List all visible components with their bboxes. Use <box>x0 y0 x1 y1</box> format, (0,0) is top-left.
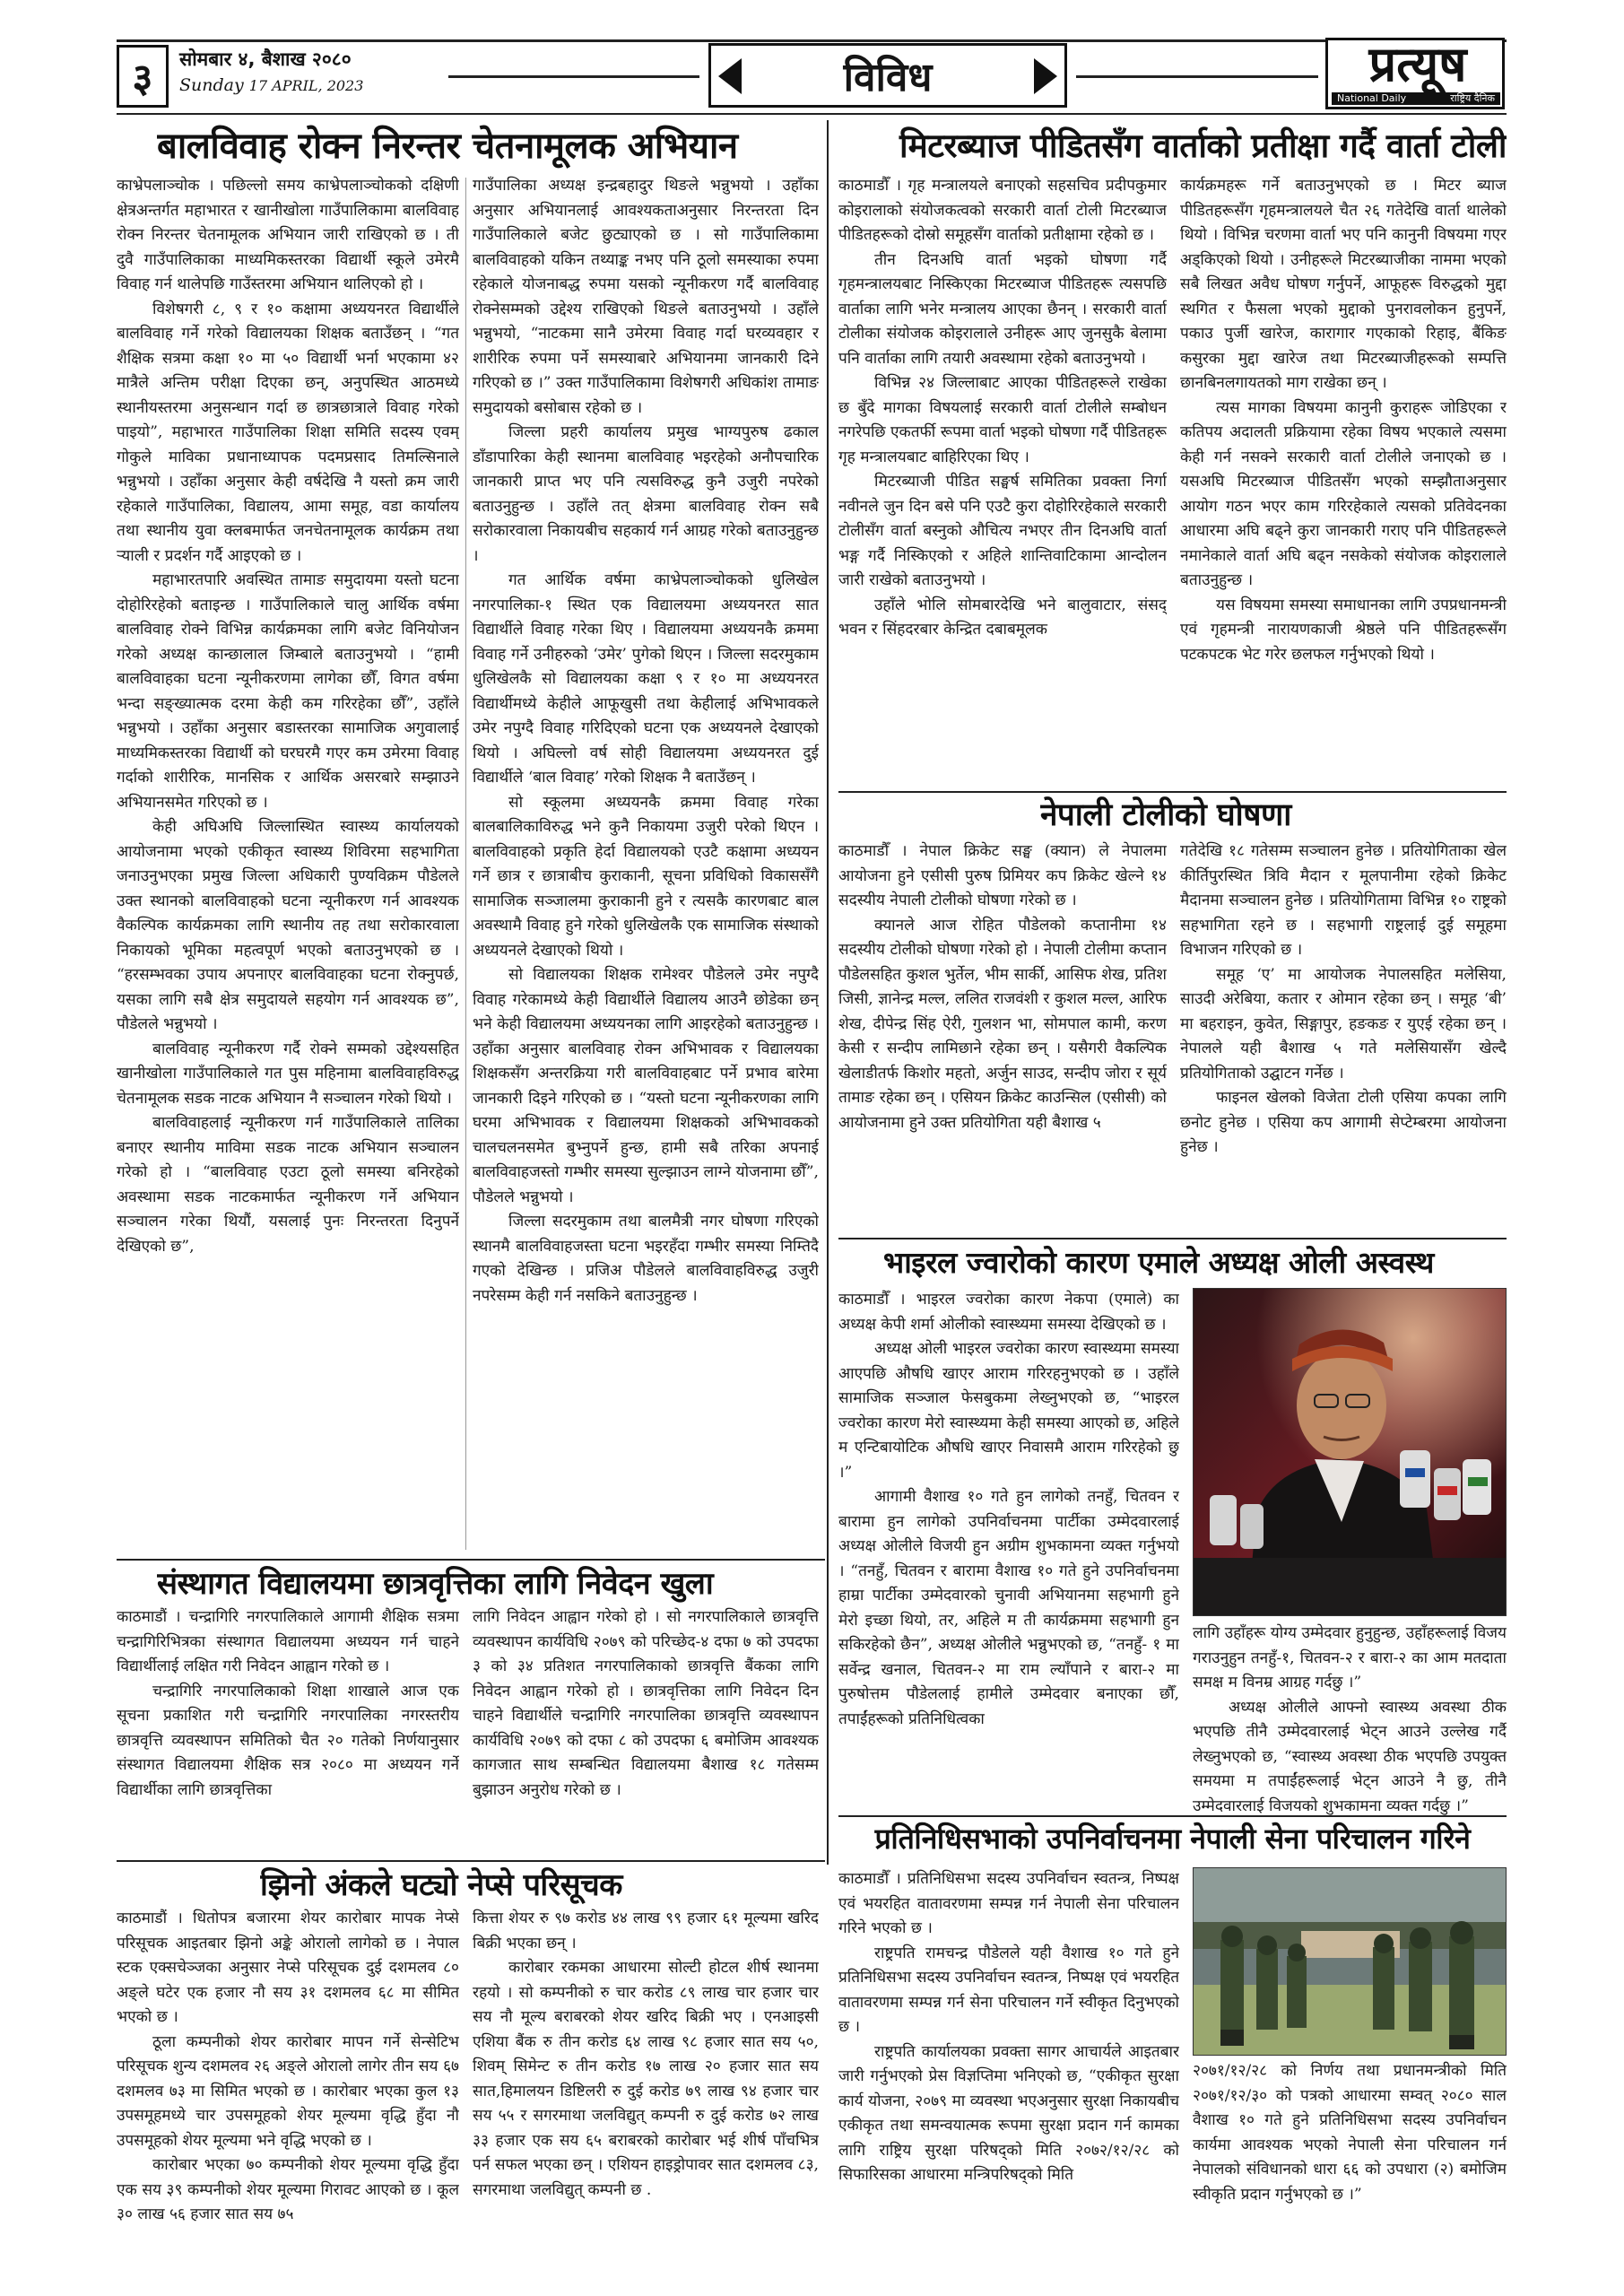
article-paragraph: सो स्कूलमा अध्ययनकै क्रममा विवाह गरेका बालबालिकाविरुद्ध भने कुनै निकायमा उजुरी परेको थिएन । बालविवाहको प्रकृति हेर्दा विद्यालयको एउटै कक्षामा अध्ययन गर्ने छात्र र छात्राबीच कुराकानी, सूचना प्रविधिको विकाससँगै सामाजिक सञ्जालमा कुराकानी हुने र त्यसकै कारणबाट बाल अवस्थामै विवाह हुने गरेको धुलिखेलकै एक सामाजिक संस्थाको अध्ययनले देखाएको थियो । <box>473 793 819 960</box>
article-scholarship-col2 <box>473 1605 819 1874</box>
headline-nepse: झिनो अंकले घट्यो नेप्से परिसूचक <box>260 1867 622 1903</box>
article-paragraph: काठमाडौँ । भाइरल ज्वरोका कारण नेकपा (एमाले) का अध्यक्ष केपी शर्मा ओलीको स्वास्थ्यमा समस्या देखिएको छ । <box>838 1291 1179 1334</box>
article-paragraph: २०७१/१२/२८ को निर्णय तथा प्रधानमन्त्रीको मिति २०७१/१२/३० को पत्रको आधारमा सम्वत् २०८० साल वैशाख १० गते हुने प्रतिनिधिसभा सदस्य उपनिर्वाचन कार्यमा आवश्यक भएको नेपाली सेना परिचालन गर्न नेपालको संविधानको धारा ६६ को उपधारा (२) बमोजिम स्वीकृति प्रदान गर्नुभएको छ ।” <box>1193 2062 1507 2204</box>
date-english: 17 APRIL, 2023 <box>248 77 364 94</box>
article-paragraph: लागि निवेदन आह्वान गरेको हो । सो नगरपालिकाले छात्रवृत्ति व्यवस्थापन कार्यविधि २०७९ को परिच्छेद-४ दफा ७ को उपदफा ३ को ३४ प्रतिशत नगरपालिकाको छात्रवृत्ति बैंकका लागि निवेदन आह्वान गरेको हो । छात्रवृत्तिका लागि निवेदन दिन चाहने विद्यार्थीले चन्द्रागिरि नगरपालिका छात्रवृत्ति व्यवस्थापन कार्यविधि २०७९ को दफा ८ को उपदफा ६ बमोजिम आवश्यक कागजात साथ सम्बन्धित विद्यालयमा बैशाख १८ गतेसम्म बुझाउन अनुरोध गरेको छ । <box>473 1608 819 1799</box>
article-paragraph: लागि उहाँहरू योग्य उम्मेदवार हुनुहुन्छ, उहाँहरूलाई विजय गराउनुहुन तनहुँ-१, चितवन-२ र बारा-२ का आम मतदाता समक्ष म विनम्र आग्रह गर्दछु ।” <box>1193 1624 1507 1692</box>
article-paragraph: त्यस मागका विषयमा कानुनी कुराहरू जोडिएका र कतिपय अदालती प्रक्रियामा रहेका विषय भएकाले त्यसमा केही गर्न नसक्ने सरकारी वार्ता टोलीले जनाएको छ । यसअघि मिटरब्याज पीडितसँग भएको सम्झौताअनुसार आयोग गठन भएर काम गरिरहेकाले त्यसको प्रतिवेदनका आधारमा अघि बढ्ने कुरा जानकारी गराए पनि पीडितहरूले नमानेकाले वार्ता अघि बढ्न नसकेको संयोजक कोइरालाले बताउनुहुन्छ । <box>1180 398 1507 589</box>
section-title: विविध <box>843 55 933 100</box>
headline-army: प्रतिनिधिसभाको उपनिर्वाचनमा नेपाली सेना परिचालन गरिने <box>874 1822 1471 1856</box>
article-paragraph: विशेषगरी ८, ९ र १० कक्षामा अध्ययनरत विद्यार्थीले बालविवाह गर्ने गरेको विद्यालयका शिक्षक बताउँछन् । “गत शैक्षिक सत्रमा कक्षा १० मा ५० विद्यार्थी भर्ना भएकामा ४२ मात्रैले अन्तिम परीक्षा दिएका छन्, अनुपस्थित आठमध्ये स्थानीयस्तरमा अनुसन्धान गर्दा छ छात्रछात्राले विवाह गरेको पाइयो”, महाभारत गाउँपालिका शिक्षा समिति सदस्य एवम् गोकुले माविका प्रधानाध्यापक पदमप्रसाद तिमल्सिनाले भन्नुभयो । उहाँका अनुसार केही वर्षदेखि नै यस्तो क्रम जारी रहेकाले गाउँपालिका, विद्यालय, आमा समूह, वडा कार्यालय तथा स्थानीय युवा क्लबमार्फत जनचेतनामूलक कार्यक्रम तथा ऱ्याली र प्रदर्शन गर्दै आइएको छ । <box>117 300 459 565</box>
article-paragraph: कारोबार भएका ७० कम्पनीको शेयर मूल्यमा वृद्धि हुँदा एक सय ३९ कम्पनीको शेयर मूल्यमा गिरावट आएको छ । कूल ३० लाख ५६ हजार सात सय ७५ <box>117 2156 459 2223</box>
article-paragraph: अध्यक्ष ओली भाइरल ज्वरोका कारण स्वास्थ्यमा समस्या आएपछि औषधि खाएर आराम गरिरहनुभएको छ । उहाँले सामाजिक सञ्जाल फेसबुकमा लेख्नुभएको छ, “भाइरल ज्वरोका कारण मेरो स्वास्थ्यमा केही समस्या आएको छ, अहिले म एन्टिबायोटिक औषधि खाएर निवासमै आराम गरिरहेको छु ।” <box>838 1340 1179 1482</box>
date-english-day: Sunday <box>179 75 244 95</box>
article-paragraph: राष्ट्रपति कार्यालयका प्रवक्ता सागर आचार्यले आइतबार जारी गर्नुभएको प्रेस विज्ञप्तिमा भनिएको छ, “एकीकृत सुरक्षा कार्य योजना, २०७९ मा व्यवस्था भएअनुसार सुरक्षा निकायबीच एकीकृत तथा समन्वयात्मक रूपमा सुरक्षा प्रदान गर्न कामका लागि राष्ट्रिय सुरक्षा परिषद्को मिति २०७२/१२/२८ को सिफारिसका आधारमा मन्त्रिपरिषद्को मिति <box>838 2042 1179 2184</box>
article-paragraph: गत आर्थिक वर्षमा काभ्रेपलाञ्चोकको धुलिखेल नगरपालिका-१ स्थित एक विद्यालयमा अध्ययनरत सात विद्यार्थीले विवाह गरेका थिए । विद्यालयमा अध्ययनकै क्रममा विवाह गर्ने उनीहरुको ‘उमेर’ पुगेको थिएन । जिल्ला सदरमुकाम धुलिखेलकै सो विद्यालयका कक्षा ९ र १० मा अध्ययनरत विद्यार्थीमध्ये केहीले आफूखुसी तथा केहीलाई अभिभावकले उमेर नपुग्दै विवाह गरिदिएको घटना एक अध्ययनले देखाएको थियो । अघिल्लो वर्ष सोही विद्यालयमा अध्ययनरत दुई विद्यार्थीले ‘बाल विवाह’ गरेको शिक्षक नै बताउँछन् । <box>473 571 819 787</box>
article-cricket-col2 <box>1180 839 1507 1234</box>
date-english-line <box>179 74 448 98</box>
masthead-rule-top <box>117 39 1507 42</box>
article-paragraph: राष्ट्रपति रामचन्द्र पौडेलले यही वैशाख १० गते हुने प्रतिनिधिसभा सदस्य उपनिर्वाचन स्वतन्त्र, निष्पक्ष एवं भयरहित वातावरणमा सम्पन्न गर्न सेना परिचालन गर्ने स्वीकृत दिनुभएको छ । <box>838 1944 1179 2036</box>
masthead-date <box>179 45 448 108</box>
article-child-marriage-col2 <box>473 174 819 1553</box>
article-cricket-col1 <box>838 839 1167 1234</box>
article-paragraph: सो विद्यालयका शिक्षक रामेश्वर पौडेलले उमेर नपुग्दै विवाह गरेकामध्ये केही विद्यार्थीले विद्यालय आउनै छोडेका छन् भने केही विद्यालयमा अध्ययनका लागि आइरहेको बताउनुहुन्छ । उहाँका अनुसार बालविवाह रोक्न अभिभावक र विद्यालयका शिक्षकसँग अन्तरक्रिया गरी बालविवाहबाट पर्ने प्रभाव बारेमा जानकारी दिइने गरिएको छ । “यस्तो घटना न्यूनीकरणका लागि घरमा अभिभावक र विद्यालयमा शिक्षकको अभिभावकको चालचलनसमेत बुभ्नुपर्ने हुन्छ, हामी सबै तरिका अपनाई बालविवाहजस्तो गम्भीर समस्या सुल्झाउन लाग्ने योजनामा छौँ”, पौडेलले भन्नुभयो । <box>473 966 819 1206</box>
article-nepse-col2 <box>473 1907 819 2257</box>
oli-photo <box>1193 1288 1507 1616</box>
article-paragraph: ठूला कम्पनीको शेयर कारोबार मापन गर्ने सेन्सेटिभ परिसूचक शुन्य दशमलव २६ अङ्ले ओरालो लागेर तीन सय ६७ दशमलव ७३ मा सिमित भएको छ । कारोबार भएका कुल १३ उपसमूहमध्ये चार उपसमूहको शेयर मूल्यमा वृद्धि हुँदा नौ उपसमूहको शेयर मूल्यमा भने वृद्धि भएको छ । <box>117 2032 459 2150</box>
headline-oli: भाइरल ज्वारोको कारण एमाले अध्यक्ष ओली अस्वस्थ <box>883 1245 1434 1280</box>
section-title-box <box>708 43 1067 108</box>
masthead-divider-right <box>1076 75 1318 78</box>
article-paragraph: महाभारतपारि अवस्थित तामाङ समुदायमा यस्तो घटना दोहोरिरहेको बताइन्छ । गाउँपालिकाले चालु आर्थिक वर्षमा बालविवाह रोक्ने विभिन्न कार्यक्रमका लागि बजेट विनियोजन गरेको अध्यक्ष कान्छालाल जिम्बाले बताउनुभयो । “हामी बालविवाहका घटना न्यूनीकरणमा लागेका छौँ, विगत वर्षमा भन्दा सङ्ख्यात्मक दरमा केही कम गरिरहेका छौँ”, उहाँले भन्नुभयो । उहाँका अनुसार बडास्तरका सामाजिक अगुवालाई माध्यमिकस्तरका विद्यार्थी को घरघरमै गएर कम उमेरमा विवाह गर्दाको शारीरिक, मानसिक र आर्थिक असरबारे सम्झाउने अभियानसमेत गरिएको छ । <box>117 571 459 812</box>
article-paragraph: काठमाडौँ । प्रतिनिधिसभा सदस्य उपनिर्वाचन स्वतन्त्र, निष्पक्ष एवं भयरहित वातावरणमा सम्पन्न गर्न नेपाली सेना परिचालन गरिने भएको छ । <box>838 1870 1179 1937</box>
article-scholarship-col1 <box>117 1605 459 1874</box>
article-paragraph: काभ्रेपलाञ्चोक । पछिल्लो समय काभ्रेपलाञ्चोकको दक्षिणी क्षेत्रअन्तर्गत महाभारत र खानीखोला गाउँपालिकामा बालविवाह रोक्न निरन्तर चेतनामूलक अभियान जारी राखिएको छ । ती दुवै गाउँपालिकाका माध्यमिकस्तरका विद्यार्थी स्कूले उमेरमै विवाह गर्न थालेपछि गाउँस्तरमा अभियान थालिएको हो । <box>117 177 459 293</box>
article-paragraph: मिटरब्याजी पीडित सङ्घर्ष समितिका प्रवक्ता निर्गा नवीनले जुन दिन बसे पनि एउटै कुरा दोहोरिरहेकाले सरकारी टोलीसँग वार्ता बस्नुको औचित्य नभएर तीन दिनअघि वार्ता भङ्ग गर्दै निस्किएको र अहिले शान्तिवाटिकामा आन्दोलन जारी राखेको बताउनुभयो । <box>838 473 1167 589</box>
date-nepali: सोमबार ४, बैशाख २०८० <box>179 48 352 70</box>
arrow-left-icon <box>718 58 742 94</box>
article-paragraph: काठमाडौँ । नेपाल क्रिकेट सङ्घ (क्यान) ले नेपालमा आयोजना हुने एसीसी पुरुष प्रिमियर कप क्रिकेट खेल्ने १४ सदस्यीय नेपाली टोलीको घोषणा गरेको छ । <box>838 842 1167 909</box>
article-paragraph: आगामी वैशाख १० गते हुन लागेको तनहुँ, चितवन र बारामा हुन लागेको उपनिर्वाचनमा पार्टीका उम्मेदवारलाई अध्यक्ष ओलीले विजयी हुन अग्रीम शुभकामना व्यक्त गर्नुभयो । “तनहुँ, चितवन र बारामा वैशाख १० गते हुने उपनिर्वाचनमा हाम्रा पार्टीका उम्मेदवारको चुनावी अभियानमा सहभागी हुने मेरो इच्छा थियो, तर, अहिले म ती कार्यक्रममा सहभागी हुन सकिरहेको छैन”, अध्यक्ष ओलीले भन्नुभएको छ, “तनहुँ- १ मा सर्वेन्द्र खनाल, चितवन-२ मा राम ल्याँपाने र बारा-२ मा पुरुषोत्तम पौडेललाई हामीले उम्मेदवार बनाएका छौँ, तपाईंहरूको प्रतिनिधित्वका <box>838 1488 1179 1728</box>
newspaper-logo <box>1325 38 1505 109</box>
article-army-right <box>1193 2059 1507 2257</box>
article-paragraph: बालविवाहलाई न्यूनीकरण गर्न गाउँपालिकाले तालिका बनाएर स्थानीय माविमा सडक नाटक अभियान सञ्चालन गरेको हो । “बालविवाह एउटा ठूलो समस्या बनिरहेको अवस्थामा सडक नाटकमार्फत न्यूनीकरण गर्ने अभियान सञ्चालन गरेका थियौं, यसलाई पुनः निरन्तरता दिनुपर्ने देखिएको छ”, <box>117 1114 459 1256</box>
article-paragraph: कारोबार रकमका आधारमा सोल्टी होटल शीर्ष स्थानमा रहयो । सो कम्पनीको रु चार करोड ८९ लाख चार हजार चार सय नौ मूल्य बराबरको शेयर खरिद बिक्री भए । एनआइसी एशिया बैंक रु तीन करोड ६४ लाख ९८ हजार सात सय ५०, शिवम् सिमेन्ट रु तीन करोड १७ लाख २० हजार सात सय सात,हिमालयन डिष्टिलरी रु दुई करोड ७९ लाख ९४ हजार चार सय ५५ र सगरमाथा जलविद्युत् कम्पनी रु दुई करोड ७२ लाख ३३ हजार एक सय ६५ बराबरको कारोबार भई शीर्ष पाँचभित्र पर्न सफल भएका छन् । एशियन हाइड्रोपावर सात दशमलव ८३, सगरमाथा जलविद्युत् कम्पनी छ . <box>473 1959 819 2199</box>
article-paragraph: गतेदेखि १८ गतेसम्म सञ्चालन हुनेछ । प्रतियोगिताका खेल कीर्तिपुरस्थित त्रिवि मैदान र मूलपानीमा रहेको क्रिकेट मैदानमा सञ्चालन हुनेछ । प्रतियोगितामा विभिन्न १० राष्ट्रको सहभागिता रहने छ । सहभागी राष्ट्रलाई दुई समूहमा विभाजन गरिएको छ । <box>1180 842 1507 959</box>
article-child-marriage-col1 <box>117 174 459 1553</box>
article-usury-col2 <box>1180 174 1507 793</box>
arrow-right-icon <box>1034 58 1057 94</box>
article-paragraph: जिल्ला प्रहरी कार्यालय प्रमुख भाग्यपुरुष ढकाल डाँडापारिका केही स्थानमा बालविवाह भइरहेको अनौपचारिक जानकारी प्राप्त भए पनि त्यसविरुद्ध कुनै उजुरी नपरेको बताउनुहुन्छ । उहाँले तत् क्षेत्रमा बालविवाह रोक्न सबै सरोकारवाला निकायबीच सहकार्य गर्न आग्रह गरेको बताउनुहुन्छ । <box>473 423 819 565</box>
article-paragraph: अध्यक्ष ओलीले आफ्नो स्वास्थ्य अवस्था ठीक भएपछि तीनै उम्मेदवारलाई भेट्न आउने उल्लेख गर्दै लेख्नुभएको छ, “स्वास्थ्य अवस्था ठीक भएपछि उपयुक्त समयमा म तपाईंहरूलाई भेट्न आउने नै छु, तीनै उम्मेदवारलाई विजयको शुभकामना व्यक्त गर्दछु ।” <box>1193 1698 1507 1815</box>
article-paragraph: केही अघिअघि जिल्लास्थित स्वास्थ्य कार्यालयको आयोजनामा भएको एकीकृत स्वास्थ्य शिविरमा सहभागिता जनाउनुभएका प्रमुख जिल्ला अधिकारी पुण्यविक्रम पौडेलले उक्त स्थानको बालविवाहको घटना न्यूनीकरण गर्न आवश्यक वैकल्पिक कार्यक्रमका लागि स्थानीय तह तथा सरोकारवाला निकायको भूमिका महत्वपूर्ण भएको बताउनुभएको छ । “हरसम्भवका उपाय अपनाएर बालविवाहका घटना रोक्नुपर्छ, यसका लागि सबै क्षेत्र समुदायले सहयोग गर्न आवश्यक छ”, पौडेलले भन्नुभयो । <box>117 818 459 1033</box>
logo-sub-en: National Daily <box>1337 92 1407 104</box>
headline-child-marriage: बालविवाह रोक्न निरन्तर चेतनामूलक अभियान <box>157 126 738 167</box>
article-paragraph: क्यानले आज रोहित पौडेलको कप्तानीमा १४ सदस्यीय टोलीको घोषणा गरेको हो । नेपाली टोलीमा कप्तान पौडेलसहित कुशल भुर्तेल, भीम सार्की, आसिफ शेख, प्रतिश जिसी, ज्ञानेन्द्र मल्ल, ललित राजवंशी र कुशल मल्ल, आरिफ शेख, दीपेन्द्र सिंह ऐरी, गुलशन भा, सोमपाल कामी, करण केसी र सन्दीप लामिछाने रहेका छन् । यसैगरी वैकल्पिक खेलाडीतर्फ किशोर महतो, अर्जुन साउद, सन्दीप जोरा र सूर्य तामाङ रहेका छन् । एसियन क्रिकेट काउन्सिल (एसीसी) को आयोजनामा हुने उक्त प्रतियोगिता यही बैशाख ५ <box>838 916 1167 1132</box>
masthead-rule-bottom <box>117 113 1507 115</box>
article-paragraph: यस विषयमा समस्या समाधानका लागि उपप्रधानमन्त्री एवं गृहमन्त्री नारायणकाजी श्रेष्ठले पनि पीडितहरूसँग पटकपटक भेट गरेर छलफल गर्नुभएको थियो । <box>1180 596 1507 664</box>
headline-scholarship: संस्थागत विद्यालयमा छात्रवृत्तिका लागि निवेदन खुला <box>157 1566 714 1602</box>
army-photo <box>1193 1867 1507 2056</box>
column-divider <box>465 178 466 1550</box>
article-paragraph: कित्ता शेयर रु ९७ करोड ४४ लाख ९९ हजार ६१ मूल्यमा खरिद बिक्री भएका छन् । <box>473 1909 819 1952</box>
page-number: ३ <box>117 45 169 108</box>
article-paragraph: काठमाडौं । धितोपत्र बजारमा शेयर कारोबार मापक नेप्से परिसूचक आइतबार झिनो अङ्के ओरालो लागेको छ । नेपाल स्टक एक्सचेञ्जका अनुसार नेप्से परिसूचक दुई दशमलव ८० अङ्ले घटेर एक हजार नौ सय ३१ दशमलव ६८ मा सीमित भएको छ । <box>117 1909 459 2026</box>
logo-subtitle <box>1332 92 1500 105</box>
article-paragraph: बालविवाह न्यूनीकरण गर्दै रोक्ने सम्मको उद्देश्यसहित खानीखोला गाउँपालिकाले गत पुस महिनामा बालविवाहविरुद्ध चेतनामूलक सडक नाटक अभियान नै सञ्चालन गरेको थियो । <box>117 1039 459 1108</box>
rule-scholarship <box>117 1559 825 1561</box>
article-paragraph: विभिन्न २४ जिल्लाबाट आएका पीडितहरूले राखेका छ बुँदे मागका विषयलाई सरकारी वार्ता टोलीले सम्बोधन नगरेपछि एकतर्फी रूपमा वार्ता भइको घोषणा गर्दै पीडितहरू गृह मन्त्रालयबाट बाहिरिएका थिए । <box>838 374 1167 466</box>
article-paragraph: जिल्ला सदरमुकाम तथा बालमैत्री नगर घोषणा गरिएको स्थानमै बालविवाहजस्ता घटना भइरहँदा गम्भीर समस्या निम्तिदै गएको देखिन्छ । प्रजिअ पौडेलले बालविवाहविरुद्ध उजुरी नपरेसम्म केही गर्न नसकिने बताउनुहुन्छ । <box>473 1213 819 1305</box>
article-paragraph: कार्यक्रमहरू गर्ने बताउनुभएको छ । मिटर ब्याज पीडितहरूसँग गृहमन्त्रालयले चैत २६ गतेदेखि वार्ता थालेको थियो । विभिन्न चरणमा वार्ता भए पनि कानुनी विषयमा गएर अड्किएको थियो । उनीहरूले मिटरब्याजीका नाममा भएको सबै लिखत अवैध घोषण गर्नुपर्ने, आफूहरू विरुद्धको मुद्दा स्थगित र फैसला भएको मुद्दाको पुनरावलोकन हुनुपर्ने, पकाउ पुर्जी खारेज, कारागार गएकाको रिहाइ, बैंकिङ कसुरका मुद्दा खारेज तथा मिटरब्याजीहरूको सम्पत्ति छानबिनलगायतको माग राखेका छन् । <box>1180 177 1507 392</box>
article-paragraph: चन्द्रागिरि नगरपालिकाको शिक्षा शाखाले आज एक सूचना प्रकाशित गरी चन्द्रागिरि नगरपालिका नगरस्तरीय छात्रवृत्ति व्यवस्थापन समितिको चैत २० गतेको निर्णयानुसार संस्थागत विद्यालयमा शैक्षिक सत्र २०८० मा अध्ययन गर्ने विद्यार्थीका लागि छात्रवृत्तिका <box>117 1682 459 1799</box>
rule-nepse <box>117 1860 825 1862</box>
article-paragraph: समूह ‘ए’ मा आयोजक नेपालसहित मलेसिया, साउदी अरेबिया, कतार र ओमान रहेका छन् । समूह ‘बी’ मा बहराइन, कुवेत, सिङ्गापुर, हङकङ र युएई रहेका छन् । नेपालले यही बैशाख ५ गते मलेसियासँग खेल्दै प्रतियोगिताको उद्घाटन गर्नेछ । <box>1180 965 1507 1083</box>
article-paragraph: उहाँले भोलि सोमबारदेखि भने बालुवाटार, संसद् भवन र सिंहदरबार केन्द्रित दबाबमूलक <box>838 596 1167 639</box>
article-paragraph: गाउँपालिका अध्यक्ष इन्द्रबहादुर थिङले भन्नुभयो । उहाँका अनुसार अभियानलाई आवश्यकताअनुसार निरन्तरता दिन गाउँपालिकाले बजेट छुट्याएको छ । सो गाउँपालिकामा बालविवाहको यकिन तथ्याङ्क नभए पनि ठूलो समस्याका रुपमा रहेकाले योजनाबद्ध रुपमा यसको न्यूनीकरण गर्दै बालविवाह रोक्नेसम्मको उद्देश्य राखिएको थिङले बताउनुभयो । उहाँले भन्नुभयो, “नाटकमा सानै उमेरमा विवाह गर्दा घरव्यवहार र शारीरिक रुपमा पर्ने समस्याबारे अभियानमा जानकारी दिने गरिएको छ ।” उक्त गाउँपालिकामा विशेषगरी अधिकांश तामाङ समुदायको बसोबास रहेको छ । <box>473 177 819 417</box>
masthead-divider <box>448 75 699 78</box>
logo-sub-np: राष्ट्रिय दैनिक <box>1450 92 1495 104</box>
article-paragraph: तीन दिनअघि वार्ता भइको घोषणा गर्दै गृहमन्त्रालयबाट निस्किएका मिटरब्याज पीडितहरू त्यसपछि वार्ताका लागि भनेर मन्त्रालय आएका छैनन् । सरकारी वार्ता टोलीका संयोजक कोइरालाले उनीहरू आए जुनसुकै बेलामा पनि वार्ताका लागि तयारी अवस्थामा रहेको बताउनुभयो । <box>838 250 1167 368</box>
headline-cricket: नेपाली टोलीको घोषणा <box>1040 797 1291 833</box>
article-paragraph: काठमाडौं । चन्द्रागिरि नगरपालिकाले आगामी शैक्षिक सत्रमा चन्द्रागिरिभित्रका संस्थागत विद्यालयमा अध्ययन गर्न चाहने विद्यार्थीलाई लक्षित गरी निवेदन आह्वान गरेको छ । <box>117 1608 459 1675</box>
article-paragraph: काठमाडौँ । गृह मन्त्रालयले बनाएको सहसचिव प्रदीपकुमार कोइरालाको संयोजकत्वको सरकारी वार्ता टोली मिटरब्याज पीडितहरूको दोस्रो समूहसँग वार्ताको प्रतीक्षामा रहेको छ । <box>838 177 1167 244</box>
article-oli-top <box>838 1288 1179 1892</box>
article-nepse-col1 <box>117 1907 459 2257</box>
vertical-rule-main <box>827 120 829 1865</box>
article-paragraph: फाइनल खेलको विजेता टोली एसिया कपका लागि छनोट हुनेछ । एसिया कप आगामी सेप्टेम्बरमा आयोजना हुनेछ । <box>1180 1089 1507 1156</box>
logo-title: प्रत्यूष <box>1368 36 1467 92</box>
article-army-left <box>838 1867 1179 2257</box>
article-usury-col1 <box>838 174 1167 793</box>
headline-usury: मिटरब्याज पीडितसँग वार्ताको प्रतीक्षा गर्दै वार्ता टोली <box>899 126 1507 165</box>
